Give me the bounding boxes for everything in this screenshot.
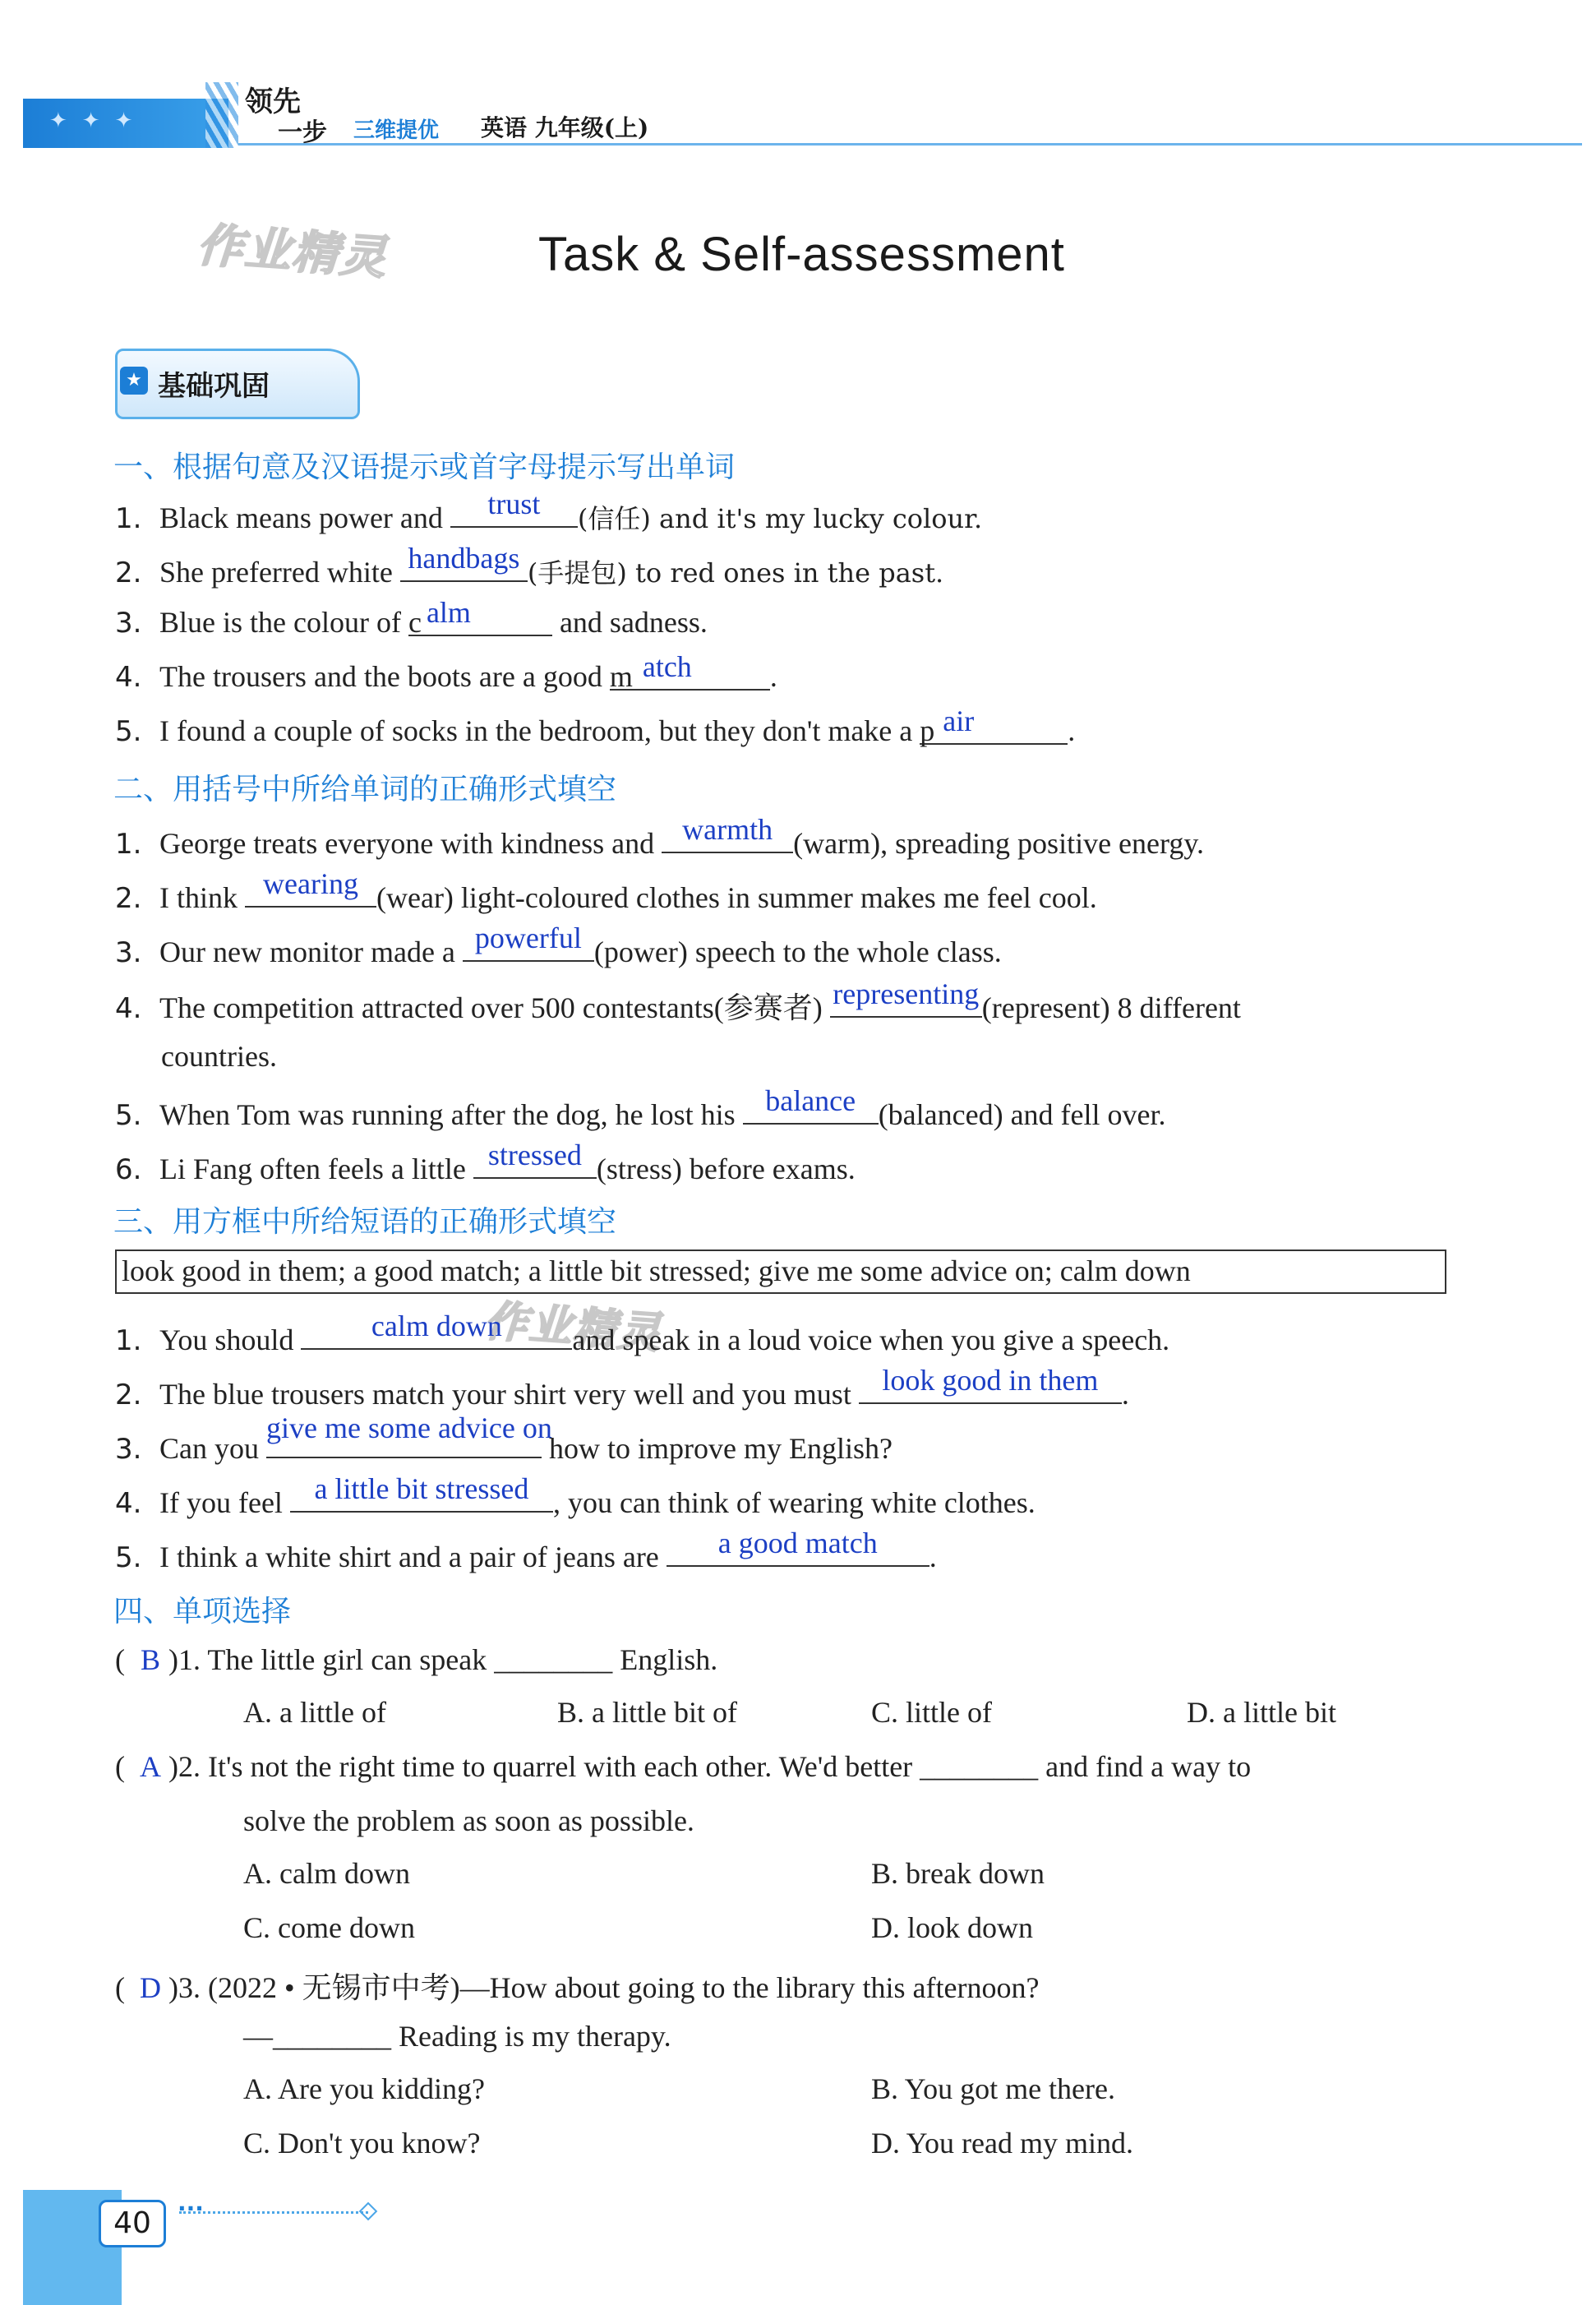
option-c: C. Don't you know? <box>243 2127 481 2159</box>
mc-question-cont: solve the problem as soon as possible. <box>243 1804 694 1837</box>
header-stars-decoration: ✦✦✦ <box>49 109 148 133</box>
answer: powerful <box>474 922 582 954</box>
exercise-line-continued: countries. <box>161 1040 277 1073</box>
star-icon: ★ <box>120 367 148 395</box>
mc-question: ( D )3. (2022 • 无锡市中考)—How about going to the library this afternoon? <box>115 1971 1040 2004</box>
exercise-line: 3. Can you give me some advice on how to improve my English? <box>115 1411 893 1466</box>
diamond-icon <box>359 2202 378 2221</box>
exercise-line: 4. If you feel a little bit stressed , you can think of wearing white clothes. <box>115 1472 1036 1520</box>
header-rule <box>238 143 1582 146</box>
answer: atch <box>642 650 692 683</box>
logo-line2: 一步 <box>278 118 327 147</box>
mc-answer: B <box>140 1643 160 1676</box>
section-heading: 三、用方框中所给短语的正确形式填空 <box>113 1205 617 1239</box>
exercise-line: 3. Our new monitor made a powerful (power) speech to the whole class. <box>115 922 1002 969</box>
exercise-line: 2. I think wearing (wear) light-coloured clothes in summer makes me feel cool. <box>115 867 1097 915</box>
series-name: 三维提优 <box>353 118 440 143</box>
exercise-line: 2. She preferred white handbags (手提包) to red ones in the past. <box>115 542 944 589</box>
mc-question-cont: —________ Reading is my therapy. <box>243 2020 671 2053</box>
answer: handbags <box>408 542 520 575</box>
page-number: 40 <box>99 2200 166 2247</box>
option-a: A. calm down <box>243 1857 410 1890</box>
answer: balance <box>765 1084 856 1117</box>
option-c: C. little of <box>871 1696 992 1729</box>
page-title: Task & Self-assessment <box>538 228 1065 281</box>
exercise-line: 4. The competition attracted over 500 contestants(参赛者) representing (represent) 8 different <box>115 977 1241 1025</box>
answer: calm down <box>371 1310 502 1342</box>
subject-label: 英语 九年级(上) <box>481 114 649 141</box>
answer: wearing <box>263 867 358 900</box>
mc-question: ( B )1. The little girl can speak ________ English. <box>115 1643 718 1676</box>
exercise-line: 4. The trousers and the boots are a good m atch . <box>115 650 777 694</box>
answer: air <box>943 704 975 737</box>
footer-ellipsis: ··· <box>178 2195 204 2222</box>
section-heading: 二、用括号中所给单词的正确形式填空 <box>113 773 617 806</box>
mc-answer: A <box>140 1750 161 1783</box>
answer: give me some advice on <box>266 1411 552 1444</box>
exercise-line: 3. Blue is the colour of c alm and sadness. <box>115 596 708 640</box>
exercise-line: 1. Black means power and trust (信任) and it's my lucky colour. <box>115 487 983 535</box>
answer: warmth <box>682 813 773 846</box>
option-d: D. look down <box>871 1911 1033 1944</box>
exercise-line: 1. George treats everyone with kindness and warmth (warm), spreading positive energy. <box>115 813 1205 861</box>
exercise-line: 5. I found a couple of socks in the bedroom, but they don't make a p air . <box>115 704 1076 748</box>
answer: alm <box>426 596 471 629</box>
exercise-line: 5. When Tom was running after the dog, he lost his balance (balanced) and fell over. <box>115 1084 1166 1132</box>
answer: a good match <box>717 1527 878 1559</box>
section-heading: 一、根据句意及汉语提示或首字母提示写出单词 <box>113 450 736 484</box>
option-b: B. You got me there. <box>871 2072 1115 2105</box>
answer: a little bit stressed <box>314 1472 529 1505</box>
option-c: C. come down <box>243 1911 415 1944</box>
exercise-line: 1. You should calm down and speak in a loud voice when you give a speech. <box>115 1310 1170 1357</box>
option-d: D. You read my mind. <box>871 2127 1134 2159</box>
option-b: B. break down <box>871 1857 1045 1890</box>
answer: look good in them <box>882 1364 1099 1397</box>
mc-question: ( A )2. It's not the right time to quarrel with each other. We'd better ________ and find a way to <box>115 1750 1252 1783</box>
answer: representing <box>833 977 980 1010</box>
watermark: 作业精灵 <box>195 218 390 286</box>
header-stripe <box>205 82 238 148</box>
section-heading: 四、单项选择 <box>113 1595 292 1628</box>
footer-dotted-rule <box>179 2211 368 2214</box>
exercise-line: 5. I think a white shirt and a pair of jeans are a good match . <box>115 1527 937 1574</box>
answer: trust <box>487 487 541 520</box>
badge-label: 基础巩固 <box>158 370 270 403</box>
logo-line1: 领先 <box>245 85 301 118</box>
watermark: 作业精灵 <box>482 1296 664 1359</box>
exercise-line: 2. The blue trousers match your shirt very well and you must look good in them . <box>115 1364 1129 1411</box>
option-a: A. Are you kidding? <box>243 2072 485 2105</box>
option-d: D. a little bit <box>1187 1696 1336 1729</box>
answer: stressed <box>487 1139 582 1171</box>
option-a: A. a little of <box>243 1696 386 1729</box>
option-b: B. a little bit of <box>557 1696 737 1729</box>
phrase-box: look good in them; a good match; a little bit stressed; give me some advice on; calm down <box>115 1250 1446 1294</box>
exercise-line: 6. Li Fang often feels a little stressed (stress) before exams. <box>115 1139 856 1186</box>
mc-answer: D <box>140 1971 161 2004</box>
